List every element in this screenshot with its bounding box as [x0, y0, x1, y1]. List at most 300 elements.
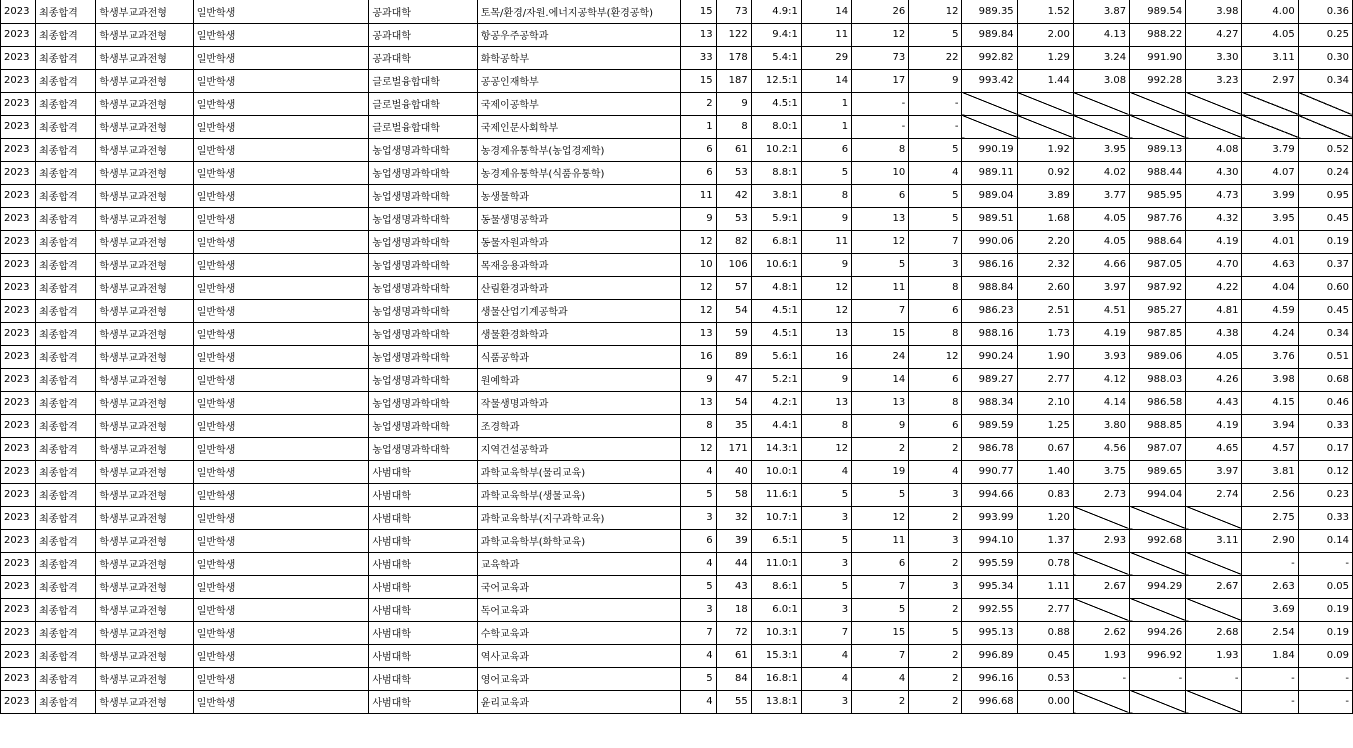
- cell-score-70-cut[interactable]: 985.27: [1130, 299, 1186, 322]
- cell-college[interactable]: 사범대학: [369, 598, 477, 621]
- cell-applicants[interactable]: 32: [716, 506, 751, 529]
- cell-final-admitted[interactable]: 12: [801, 299, 851, 322]
- cell-competition-rate[interactable]: 13.8:1: [751, 690, 801, 713]
- cell-result-type[interactable]: 최종합격: [36, 460, 96, 483]
- cell-year[interactable]: 2023: [1, 184, 36, 207]
- cell-quota[interactable]: 4: [681, 690, 716, 713]
- cell-final-admitted[interactable]: 3: [801, 598, 851, 621]
- cell-score-avg[interactable]: 994.10: [962, 529, 1017, 552]
- cell-result-type[interactable]: 최종합격: [36, 690, 96, 713]
- cell-grade-stdev[interactable]: 0.45: [1298, 299, 1352, 322]
- cell-quota[interactable]: 9: [681, 368, 716, 391]
- cell-grade-avg-alt[interactable]: -: [1242, 667, 1298, 690]
- cell-grade-avg-alt[interactable]: [1242, 115, 1298, 138]
- cell-score-70-cut[interactable]: [1130, 92, 1186, 115]
- cell-competition-rate[interactable]: 5.9:1: [751, 207, 801, 230]
- cell-additional-admitted[interactable]: 2: [909, 644, 962, 667]
- cell-score-70-cut[interactable]: 994.04: [1130, 483, 1186, 506]
- cell-waitlist-rank[interactable]: 6: [852, 552, 909, 575]
- cell-competition-rate[interactable]: 4.5:1: [751, 322, 801, 345]
- cell-result-type[interactable]: 최종합격: [36, 92, 96, 115]
- cell-score-70-cut[interactable]: 991.90: [1130, 46, 1186, 69]
- cell-year[interactable]: 2023: [1, 322, 36, 345]
- cell-score-70-cut[interactable]: 992.68: [1130, 529, 1186, 552]
- cell-grade-avg-alt[interactable]: 3.95: [1242, 207, 1298, 230]
- cell-quota[interactable]: 13: [681, 391, 716, 414]
- cell-final-admitted[interactable]: 3: [801, 552, 851, 575]
- cell-grade-avg-alt[interactable]: 4.07: [1242, 161, 1298, 184]
- cell-waitlist-rank[interactable]: 6: [852, 184, 909, 207]
- cell-grade-avg-alt[interactable]: 3.81: [1242, 460, 1298, 483]
- cell-score-70-cut[interactable]: 985.95: [1130, 184, 1186, 207]
- cell-grade-avg[interactable]: 2.93: [1073, 529, 1129, 552]
- cell-waitlist-rank[interactable]: 24: [852, 345, 909, 368]
- cell-grade-avg[interactable]: [1073, 92, 1129, 115]
- cell-grade-avg-alt[interactable]: 3.11: [1242, 46, 1298, 69]
- cell-college[interactable]: 농업생명과학대학: [369, 437, 477, 460]
- cell-year[interactable]: 2023: [1, 391, 36, 414]
- cell-department[interactable]: 토목/환경/자원.에너지공학부(환경공학): [477, 0, 681, 23]
- cell-result-type[interactable]: 최종합격: [36, 161, 96, 184]
- cell-admission-category[interactable]: 일반학생: [193, 552, 369, 575]
- cell-score-70-cut[interactable]: 987.92: [1130, 276, 1186, 299]
- cell-admission-track[interactable]: 학생부교과전형: [96, 23, 193, 46]
- cell-score-stdev[interactable]: 1.37: [1017, 529, 1073, 552]
- cell-applicants[interactable]: 59: [716, 322, 751, 345]
- cell-score-avg[interactable]: 992.55: [962, 598, 1017, 621]
- cell-department[interactable]: 영어교육과: [477, 667, 681, 690]
- cell-quota[interactable]: 11: [681, 184, 716, 207]
- cell-score-70-cut[interactable]: 986.58: [1130, 391, 1186, 414]
- cell-grade-stdev[interactable]: 0.45: [1298, 207, 1352, 230]
- cell-applicants[interactable]: 8: [716, 115, 751, 138]
- cell-department[interactable]: 공공인재학부: [477, 69, 681, 92]
- cell-score-stdev[interactable]: 0.00: [1017, 690, 1073, 713]
- cell-college[interactable]: 공과대학: [369, 46, 477, 69]
- cell-final-admitted[interactable]: 1: [801, 92, 851, 115]
- cell-competition-rate[interactable]: 3.8:1: [751, 184, 801, 207]
- cell-result-type[interactable]: 최종합격: [36, 483, 96, 506]
- cell-quota[interactable]: 13: [681, 23, 716, 46]
- cell-score-stdev[interactable]: 1.20: [1017, 506, 1073, 529]
- cell-grade-avg[interactable]: 3.97: [1073, 276, 1129, 299]
- cell-year[interactable]: 2023: [1, 621, 36, 644]
- cell-grade-avg[interactable]: [1073, 690, 1129, 713]
- cell-score-avg[interactable]: 996.16: [962, 667, 1017, 690]
- cell-admission-category[interactable]: 일반학생: [193, 115, 369, 138]
- cell-score-stdev[interactable]: 1.25: [1017, 414, 1073, 437]
- cell-score-stdev[interactable]: 3.89: [1017, 184, 1073, 207]
- cell-applicants[interactable]: 42: [716, 184, 751, 207]
- cell-college[interactable]: 공과대학: [369, 0, 477, 23]
- cell-waitlist-rank[interactable]: 10: [852, 161, 909, 184]
- cell-score-avg[interactable]: 995.34: [962, 575, 1017, 598]
- cell-admission-category[interactable]: 일반학생: [193, 184, 369, 207]
- cell-grade-70-cut[interactable]: 4.73: [1186, 184, 1242, 207]
- cell-score-avg[interactable]: 993.99: [962, 506, 1017, 529]
- cell-grade-70-cut[interactable]: 3.30: [1186, 46, 1242, 69]
- cell-score-70-cut[interactable]: 989.13: [1130, 138, 1186, 161]
- cell-department[interactable]: 교육학과: [477, 552, 681, 575]
- cell-score-70-cut[interactable]: 987.07: [1130, 437, 1186, 460]
- cell-score-70-cut[interactable]: 992.28: [1130, 69, 1186, 92]
- cell-final-admitted[interactable]: 13: [801, 322, 851, 345]
- cell-additional-admitted[interactable]: 4: [909, 460, 962, 483]
- cell-score-70-cut[interactable]: 987.05: [1130, 253, 1186, 276]
- cell-competition-rate[interactable]: 15.3:1: [751, 644, 801, 667]
- cell-final-admitted[interactable]: 5: [801, 483, 851, 506]
- cell-additional-admitted[interactable]: 3: [909, 483, 962, 506]
- cell-score-avg[interactable]: 988.84: [962, 276, 1017, 299]
- cell-competition-rate[interactable]: 4.4:1: [751, 414, 801, 437]
- cell-grade-70-cut[interactable]: 3.11: [1186, 529, 1242, 552]
- cell-score-avg[interactable]: 989.27: [962, 368, 1017, 391]
- cell-college[interactable]: 농업생명과학대학: [369, 391, 477, 414]
- cell-final-admitted[interactable]: 11: [801, 23, 851, 46]
- cell-grade-avg[interactable]: 3.08: [1073, 69, 1129, 92]
- cell-department[interactable]: 생물환경화학과: [477, 322, 681, 345]
- cell-admission-track[interactable]: 학생부교과전형: [96, 184, 193, 207]
- cell-grade-70-cut[interactable]: 4.81: [1186, 299, 1242, 322]
- cell-grade-70-cut[interactable]: [1186, 115, 1242, 138]
- cell-admission-track[interactable]: 학생부교과전형: [96, 506, 193, 529]
- cell-score-stdev[interactable]: 2.60: [1017, 276, 1073, 299]
- cell-quota[interactable]: 33: [681, 46, 716, 69]
- cell-admission-track[interactable]: 학생부교과전형: [96, 0, 193, 23]
- cell-grade-70-cut[interactable]: 3.97: [1186, 460, 1242, 483]
- cell-year[interactable]: 2023: [1, 46, 36, 69]
- cell-final-admitted[interactable]: 5: [801, 575, 851, 598]
- cell-admission-category[interactable]: 일반학생: [193, 345, 369, 368]
- cell-competition-rate[interactable]: 4.5:1: [751, 92, 801, 115]
- cell-admission-category[interactable]: 일반학생: [193, 276, 369, 299]
- cell-waitlist-rank[interactable]: 9: [852, 414, 909, 437]
- cell-grade-avg[interactable]: 4.02: [1073, 161, 1129, 184]
- cell-grade-avg-alt[interactable]: 2.75: [1242, 506, 1298, 529]
- cell-additional-admitted[interactable]: 12: [909, 0, 962, 23]
- cell-department[interactable]: 농생물학과: [477, 184, 681, 207]
- cell-quota[interactable]: 1: [681, 115, 716, 138]
- cell-applicants[interactable]: 35: [716, 414, 751, 437]
- cell-competition-rate[interactable]: 10.6:1: [751, 253, 801, 276]
- cell-admission-track[interactable]: 학생부교과전형: [96, 598, 193, 621]
- cell-admission-category[interactable]: 일반학생: [193, 414, 369, 437]
- cell-college[interactable]: 사범대학: [369, 575, 477, 598]
- cell-department[interactable]: 목재응용과학과: [477, 253, 681, 276]
- cell-competition-rate[interactable]: 5.4:1: [751, 46, 801, 69]
- cell-additional-admitted[interactable]: 2: [909, 690, 962, 713]
- cell-grade-avg-alt[interactable]: -: [1242, 690, 1298, 713]
- cell-grade-stdev[interactable]: 0.36: [1298, 0, 1352, 23]
- cell-score-stdev[interactable]: 0.67: [1017, 437, 1073, 460]
- cell-quota[interactable]: 8: [681, 414, 716, 437]
- cell-year[interactable]: 2023: [1, 575, 36, 598]
- cell-score-70-cut[interactable]: 988.64: [1130, 230, 1186, 253]
- cell-year[interactable]: 2023: [1, 667, 36, 690]
- cell-competition-rate[interactable]: 5.6:1: [751, 345, 801, 368]
- cell-final-admitted[interactable]: 5: [801, 161, 851, 184]
- cell-additional-admitted[interactable]: 3: [909, 529, 962, 552]
- cell-competition-rate[interactable]: 6.0:1: [751, 598, 801, 621]
- cell-college[interactable]: 농업생명과학대학: [369, 414, 477, 437]
- cell-score-avg[interactable]: 989.35: [962, 0, 1017, 23]
- cell-score-stdev[interactable]: [1017, 92, 1073, 115]
- cell-department[interactable]: 동물생명공학과: [477, 207, 681, 230]
- cell-competition-rate[interactable]: 6.5:1: [751, 529, 801, 552]
- cell-grade-70-cut[interactable]: [1186, 92, 1242, 115]
- cell-applicants[interactable]: 9: [716, 92, 751, 115]
- cell-applicants[interactable]: 39: [716, 529, 751, 552]
- cell-score-stdev[interactable]: 0.78: [1017, 552, 1073, 575]
- cell-applicants[interactable]: 58: [716, 483, 751, 506]
- cell-score-stdev[interactable]: 1.92: [1017, 138, 1073, 161]
- cell-grade-stdev[interactable]: 0.14: [1298, 529, 1352, 552]
- cell-grade-stdev[interactable]: -: [1298, 552, 1352, 575]
- cell-grade-70-cut[interactable]: [1186, 552, 1242, 575]
- cell-additional-admitted[interactable]: 5: [909, 621, 962, 644]
- cell-additional-admitted[interactable]: 9: [909, 69, 962, 92]
- cell-admission-category[interactable]: 일반학생: [193, 506, 369, 529]
- cell-score-avg[interactable]: 995.59: [962, 552, 1017, 575]
- cell-additional-admitted[interactable]: 2: [909, 552, 962, 575]
- cell-grade-stdev[interactable]: 0.19: [1298, 598, 1352, 621]
- cell-score-avg[interactable]: [962, 115, 1017, 138]
- cell-admission-track[interactable]: 학생부교과전형: [96, 644, 193, 667]
- cell-grade-avg[interactable]: [1073, 115, 1129, 138]
- cell-college[interactable]: 사범대학: [369, 552, 477, 575]
- cell-admission-track[interactable]: 학생부교과전형: [96, 276, 193, 299]
- cell-score-avg[interactable]: 992.82: [962, 46, 1017, 69]
- cell-result-type[interactable]: 최종합격: [36, 0, 96, 23]
- cell-department[interactable]: 독어교육과: [477, 598, 681, 621]
- cell-waitlist-rank[interactable]: 7: [852, 299, 909, 322]
- cell-department[interactable]: 화학공학부: [477, 46, 681, 69]
- cell-result-type[interactable]: 최종합격: [36, 69, 96, 92]
- cell-result-type[interactable]: 최종합격: [36, 391, 96, 414]
- cell-final-admitted[interactable]: 9: [801, 368, 851, 391]
- cell-admission-track[interactable]: 학생부교과전형: [96, 322, 193, 345]
- cell-score-70-cut[interactable]: 988.03: [1130, 368, 1186, 391]
- cell-year[interactable]: 2023: [1, 0, 36, 23]
- cell-waitlist-rank[interactable]: 73: [852, 46, 909, 69]
- cell-grade-avg-alt[interactable]: -: [1242, 552, 1298, 575]
- cell-grade-avg[interactable]: 3.93: [1073, 345, 1129, 368]
- cell-waitlist-rank[interactable]: 5: [852, 253, 909, 276]
- cell-admission-track[interactable]: 학생부교과전형: [96, 345, 193, 368]
- cell-score-avg[interactable]: 988.16: [962, 322, 1017, 345]
- cell-quota[interactable]: 6: [681, 161, 716, 184]
- cell-result-type[interactable]: 최종합격: [36, 575, 96, 598]
- cell-applicants[interactable]: 73: [716, 0, 751, 23]
- cell-applicants[interactable]: 54: [716, 299, 751, 322]
- cell-additional-admitted[interactable]: 5: [909, 184, 962, 207]
- cell-score-avg[interactable]: 986.78: [962, 437, 1017, 460]
- cell-college[interactable]: 사범대학: [369, 690, 477, 713]
- cell-competition-rate[interactable]: 11.6:1: [751, 483, 801, 506]
- cell-score-avg[interactable]: 986.23: [962, 299, 1017, 322]
- cell-admission-category[interactable]: 일반학생: [193, 299, 369, 322]
- cell-score-70-cut[interactable]: 988.44: [1130, 161, 1186, 184]
- cell-grade-avg-alt[interactable]: 4.04: [1242, 276, 1298, 299]
- cell-waitlist-rank[interactable]: 12: [852, 506, 909, 529]
- cell-grade-70-cut[interactable]: 4.22: [1186, 276, 1242, 299]
- cell-grade-avg-alt[interactable]: 4.05: [1242, 23, 1298, 46]
- cell-final-admitted[interactable]: 14: [801, 0, 851, 23]
- cell-quota[interactable]: 2: [681, 92, 716, 115]
- cell-final-admitted[interactable]: 9: [801, 207, 851, 230]
- cell-grade-avg-alt[interactable]: 3.94: [1242, 414, 1298, 437]
- cell-score-stdev[interactable]: 1.90: [1017, 345, 1073, 368]
- cell-grade-avg-alt[interactable]: 2.63: [1242, 575, 1298, 598]
- cell-final-admitted[interactable]: 14: [801, 69, 851, 92]
- cell-score-stdev[interactable]: 2.20: [1017, 230, 1073, 253]
- cell-waitlist-rank[interactable]: 15: [852, 621, 909, 644]
- cell-quota[interactable]: 10: [681, 253, 716, 276]
- cell-score-stdev[interactable]: 1.11: [1017, 575, 1073, 598]
- cell-admission-track[interactable]: 학생부교과전형: [96, 161, 193, 184]
- cell-additional-admitted[interactable]: 6: [909, 299, 962, 322]
- cell-additional-admitted[interactable]: 2: [909, 667, 962, 690]
- cell-admission-category[interactable]: 일반학생: [193, 230, 369, 253]
- cell-college[interactable]: 글로벌융합대학: [369, 115, 477, 138]
- cell-result-type[interactable]: 최종합격: [36, 46, 96, 69]
- cell-grade-avg[interactable]: [1073, 552, 1129, 575]
- cell-quota[interactable]: 12: [681, 230, 716, 253]
- cell-admission-track[interactable]: 학생부교과전형: [96, 437, 193, 460]
- cell-admission-track[interactable]: 학생부교과전형: [96, 483, 193, 506]
- cell-grade-avg[interactable]: 3.24: [1073, 46, 1129, 69]
- cell-quota[interactable]: 13: [681, 322, 716, 345]
- cell-score-stdev[interactable]: 1.52: [1017, 0, 1073, 23]
- cell-grade-stdev[interactable]: 0.17: [1298, 437, 1352, 460]
- cell-grade-70-cut[interactable]: 4.43: [1186, 391, 1242, 414]
- cell-department[interactable]: 과학교육학부(생물교육): [477, 483, 681, 506]
- cell-year[interactable]: 2023: [1, 345, 36, 368]
- cell-year[interactable]: 2023: [1, 23, 36, 46]
- cell-department[interactable]: 수학교육과: [477, 621, 681, 644]
- cell-result-type[interactable]: 최종합격: [36, 598, 96, 621]
- cell-department[interactable]: 동물자원과학과: [477, 230, 681, 253]
- cell-score-stdev[interactable]: 2.77: [1017, 368, 1073, 391]
- cell-applicants[interactable]: 61: [716, 644, 751, 667]
- cell-quota[interactable]: 3: [681, 598, 716, 621]
- cell-quota[interactable]: 4: [681, 552, 716, 575]
- cell-admission-track[interactable]: 학생부교과전형: [96, 299, 193, 322]
- cell-applicants[interactable]: 44: [716, 552, 751, 575]
- cell-college[interactable]: 농업생명과학대학: [369, 138, 477, 161]
- cell-admission-category[interactable]: 일반학생: [193, 667, 369, 690]
- cell-score-stdev[interactable]: 0.83: [1017, 483, 1073, 506]
- cell-admission-track[interactable]: 학생부교과전형: [96, 529, 193, 552]
- cell-college[interactable]: 농업생명과학대학: [369, 230, 477, 253]
- cell-additional-admitted[interactable]: 2: [909, 437, 962, 460]
- cell-grade-stdev[interactable]: 0.30: [1298, 46, 1352, 69]
- cell-result-type[interactable]: 최종합격: [36, 506, 96, 529]
- cell-admission-track[interactable]: 학생부교과전형: [96, 460, 193, 483]
- cell-result-type[interactable]: 최종합격: [36, 138, 96, 161]
- cell-admission-track[interactable]: 학생부교과전형: [96, 621, 193, 644]
- cell-waitlist-rank[interactable]: -: [852, 115, 909, 138]
- cell-result-type[interactable]: 최종합격: [36, 345, 96, 368]
- cell-grade-stdev[interactable]: 0.33: [1298, 414, 1352, 437]
- cell-result-type[interactable]: 최종합격: [36, 621, 96, 644]
- cell-competition-rate[interactable]: 8.8:1: [751, 161, 801, 184]
- cell-score-70-cut[interactable]: 987.85: [1130, 322, 1186, 345]
- cell-admission-category[interactable]: 일반학생: [193, 621, 369, 644]
- cell-result-type[interactable]: 최종합격: [36, 115, 96, 138]
- cell-result-type[interactable]: 최종합격: [36, 667, 96, 690]
- cell-grade-70-cut[interactable]: 4.19: [1186, 414, 1242, 437]
- cell-admission-track[interactable]: 학생부교과전형: [96, 552, 193, 575]
- cell-waitlist-rank[interactable]: 11: [852, 529, 909, 552]
- cell-applicants[interactable]: 43: [716, 575, 751, 598]
- cell-score-70-cut[interactable]: [1130, 552, 1186, 575]
- cell-final-admitted[interactable]: 4: [801, 667, 851, 690]
- cell-applicants[interactable]: 40: [716, 460, 751, 483]
- cell-grade-stdev[interactable]: [1298, 92, 1352, 115]
- cell-result-type[interactable]: 최종합격: [36, 23, 96, 46]
- cell-score-avg[interactable]: 990.77: [962, 460, 1017, 483]
- cell-competition-rate[interactable]: 8.6:1: [751, 575, 801, 598]
- cell-waitlist-rank[interactable]: 5: [852, 598, 909, 621]
- cell-grade-avg[interactable]: 4.19: [1073, 322, 1129, 345]
- cell-admission-category[interactable]: 일반학생: [193, 644, 369, 667]
- cell-waitlist-rank[interactable]: 19: [852, 460, 909, 483]
- cell-grade-stdev[interactable]: 0.46: [1298, 391, 1352, 414]
- cell-department[interactable]: 과학교육학부(화학교육): [477, 529, 681, 552]
- cell-additional-admitted[interactable]: 5: [909, 207, 962, 230]
- cell-score-avg[interactable]: 993.42: [962, 69, 1017, 92]
- cell-score-70-cut[interactable]: [1130, 506, 1186, 529]
- cell-admission-category[interactable]: 일반학생: [193, 690, 369, 713]
- cell-department[interactable]: 과학교육학부(물리교육): [477, 460, 681, 483]
- cell-result-type[interactable]: 최종합격: [36, 184, 96, 207]
- cell-score-avg[interactable]: 995.13: [962, 621, 1017, 644]
- cell-department[interactable]: 국어교육과: [477, 575, 681, 598]
- cell-department[interactable]: 작물생명과학과: [477, 391, 681, 414]
- cell-additional-admitted[interactable]: -: [909, 115, 962, 138]
- cell-quota[interactable]: 15: [681, 0, 716, 23]
- cell-waitlist-rank[interactable]: 2: [852, 437, 909, 460]
- cell-year[interactable]: 2023: [1, 506, 36, 529]
- cell-quota[interactable]: 6: [681, 138, 716, 161]
- cell-grade-70-cut[interactable]: [1186, 690, 1242, 713]
- cell-department[interactable]: 농경제유통학부(농업경제학): [477, 138, 681, 161]
- cell-year[interactable]: 2023: [1, 207, 36, 230]
- cell-grade-avg-alt[interactable]: 4.59: [1242, 299, 1298, 322]
- cell-grade-avg[interactable]: 4.13: [1073, 23, 1129, 46]
- cell-college[interactable]: 농업생명과학대학: [369, 276, 477, 299]
- cell-grade-avg-alt[interactable]: 2.54: [1242, 621, 1298, 644]
- cell-grade-avg[interactable]: 4.14: [1073, 391, 1129, 414]
- cell-grade-avg-alt[interactable]: 4.15: [1242, 391, 1298, 414]
- cell-result-type[interactable]: 최종합격: [36, 322, 96, 345]
- cell-final-admitted[interactable]: 29: [801, 46, 851, 69]
- cell-grade-avg[interactable]: 2.73: [1073, 483, 1129, 506]
- cell-grade-avg[interactable]: 3.75: [1073, 460, 1129, 483]
- cell-admission-category[interactable]: 일반학생: [193, 368, 369, 391]
- cell-competition-rate[interactable]: 4.8:1: [751, 276, 801, 299]
- cell-grade-stdev[interactable]: 0.25: [1298, 23, 1352, 46]
- cell-additional-admitted[interactable]: 3: [909, 253, 962, 276]
- cell-waitlist-rank[interactable]: 7: [852, 644, 909, 667]
- cell-grade-avg[interactable]: [1073, 598, 1129, 621]
- cell-waitlist-rank[interactable]: 12: [852, 230, 909, 253]
- cell-grade-avg-alt[interactable]: 3.69: [1242, 598, 1298, 621]
- cell-college[interactable]: 농업생명과학대학: [369, 184, 477, 207]
- cell-grade-70-cut[interactable]: [1186, 506, 1242, 529]
- cell-grade-avg-alt[interactable]: 3.76: [1242, 345, 1298, 368]
